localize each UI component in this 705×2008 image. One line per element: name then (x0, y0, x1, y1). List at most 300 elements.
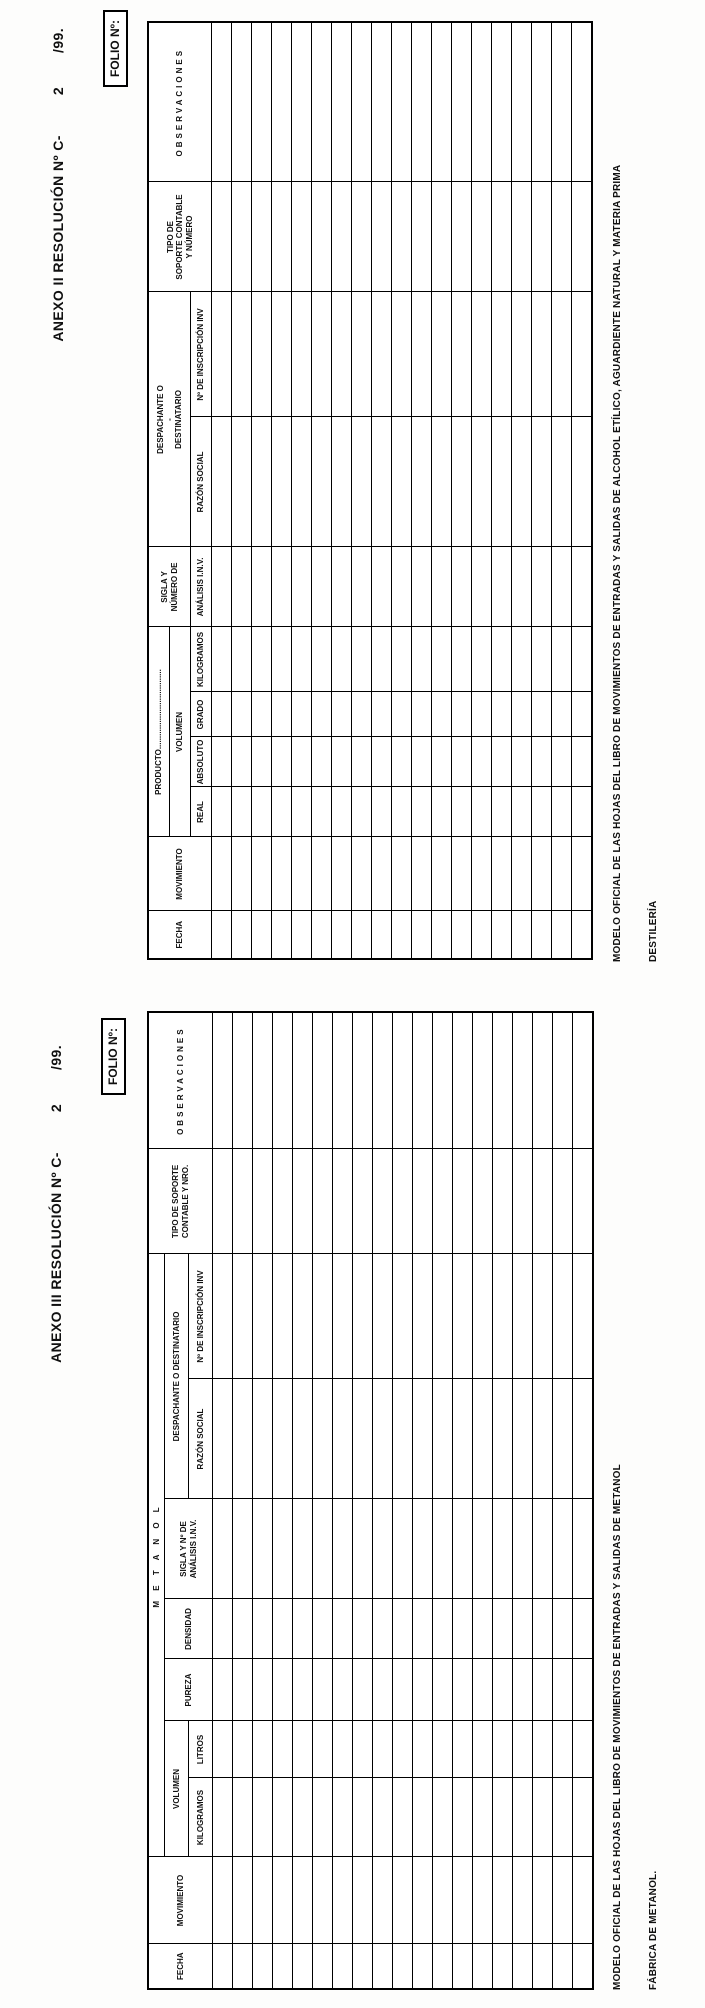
data-cell (353, 1659, 373, 1721)
title-resolution-number: 2 (48, 1103, 64, 1113)
data-cell (352, 737, 372, 787)
data-cell (533, 1379, 553, 1499)
data-cell (452, 627, 472, 692)
data-cell (212, 547, 232, 627)
data-cell (313, 1599, 333, 1659)
data-cell (572, 182, 593, 292)
table-row (253, 1012, 273, 1989)
data-cell (453, 1499, 473, 1599)
data-cell (372, 182, 392, 292)
data-cell (312, 22, 332, 182)
data-cell (472, 692, 492, 737)
data-cell (453, 1857, 473, 1944)
data-cell (513, 1599, 533, 1659)
data-cell (232, 22, 252, 182)
col-header-sigla (148, 547, 191, 627)
table-row (513, 1012, 533, 1989)
data-cell (433, 1659, 453, 1721)
table-row (213, 1012, 233, 1989)
data-cell (432, 787, 452, 837)
data-cell (573, 1721, 594, 1778)
data-cell (432, 22, 452, 182)
data-cell (473, 1254, 493, 1379)
data-cell (372, 417, 392, 547)
data-cell (452, 837, 472, 911)
data-cell (433, 1254, 453, 1379)
col-header-razon-social: RAZÓN SOCIAL (191, 417, 212, 547)
data-cell (552, 547, 572, 627)
data-cell (513, 1944, 533, 1989)
data-cell (312, 837, 332, 911)
data-cell (373, 1599, 393, 1659)
title-prefix: ANEXO II RESOLUCIÓN Nº C- (50, 135, 66, 342)
data-cell (392, 547, 412, 627)
data-cell (473, 1778, 493, 1857)
table-row (313, 1012, 333, 1989)
data-cell (313, 1012, 333, 1149)
data-cell (213, 1599, 233, 1659)
data-cell (573, 1499, 594, 1599)
data-cell (573, 1599, 594, 1659)
group-header-volumen: VOLUMEN (165, 1721, 189, 1857)
title-year: /99. (50, 28, 66, 53)
data-cell (492, 547, 512, 627)
data-cell (293, 1857, 313, 1944)
col-header-analisis: ANÁLISIS I.N.V. (191, 547, 212, 627)
data-cell (572, 837, 593, 911)
data-cell (433, 1149, 453, 1254)
data-cell (393, 1944, 413, 1989)
data-cell (292, 837, 312, 911)
table-row (292, 22, 312, 959)
data-cell (333, 1379, 353, 1499)
data-cell (453, 1012, 473, 1149)
data-cell (572, 627, 593, 692)
data-cell (213, 1857, 233, 1944)
data-cell (392, 417, 412, 547)
data-cell (392, 787, 412, 837)
data-cell (352, 837, 372, 911)
data-cell (212, 911, 232, 959)
data-cell (332, 787, 352, 837)
data-cell (492, 911, 512, 959)
data-cell (453, 1379, 473, 1499)
data-cell (233, 1379, 253, 1499)
data-cell (233, 1721, 253, 1778)
data-cell (332, 627, 352, 692)
data-cell (452, 22, 472, 182)
data-cell (452, 787, 472, 837)
data-cell (412, 837, 432, 911)
data-cell (573, 1944, 594, 1989)
table-row (272, 22, 292, 959)
data-cell (352, 292, 372, 417)
data-cell (312, 737, 332, 787)
table-row (353, 1012, 373, 1989)
data-cell (573, 1254, 594, 1379)
data-cell (452, 692, 472, 737)
data-cell (532, 911, 552, 959)
data-cell (513, 1379, 533, 1499)
data-cell (372, 911, 392, 959)
data-cell (413, 1379, 433, 1499)
data-cell (493, 1012, 513, 1149)
col-header-fecha: FECHA (148, 1944, 213, 1989)
data-cell (472, 182, 492, 292)
data-cell (393, 1721, 413, 1778)
data-cell (432, 292, 452, 417)
data-cell (512, 737, 532, 787)
data-cell (532, 692, 552, 737)
data-cell (452, 182, 472, 292)
data-cell (272, 292, 292, 417)
data-cell (252, 182, 272, 292)
footer-model-text: MODELO OFICIAL DE LAS HOJAS DEL LIBRO DE MOVIMIENTOS DE ENTRADAS Y SALIDAS DE ALCOHOL ETÍLICO, AGUARDIENTE NATURAL Y MATERIA PRIMA (612, 164, 623, 962)
data-cell (472, 837, 492, 911)
data-cell (253, 1254, 273, 1379)
data-cell (213, 1379, 233, 1499)
data-cell (512, 627, 532, 692)
data-cell (372, 22, 392, 182)
data-cell (253, 1857, 273, 1944)
data-cell (532, 787, 552, 837)
table-row (273, 1012, 293, 1989)
col-header-tipo-soporte (148, 182, 212, 292)
data-cell (513, 1254, 533, 1379)
header-row-1 (148, 1012, 165, 1989)
data-cell (453, 1778, 473, 1857)
data-cell (453, 1659, 473, 1721)
table-row (552, 22, 572, 959)
col-header-movimiento: MOVIMIENTO (148, 1857, 213, 1944)
data-cell (493, 1499, 513, 1599)
table-row (293, 1012, 313, 1989)
data-cell (233, 1012, 253, 1149)
data-cell (512, 547, 532, 627)
data-cell (273, 1149, 293, 1254)
page-title (50, 28, 66, 342)
data-cell (452, 292, 472, 417)
data-cell (413, 1012, 433, 1149)
data-cell (253, 1721, 273, 1778)
data-cell (533, 1857, 553, 1944)
data-cell (533, 1254, 553, 1379)
data-cell (232, 837, 252, 911)
data-cell (493, 1379, 513, 1499)
data-cell (253, 1379, 273, 1499)
data-cell (553, 1254, 573, 1379)
data-cell (472, 911, 492, 959)
col-header-litros: LITROS (189, 1721, 213, 1778)
data-cell (432, 737, 452, 787)
data-cell (232, 911, 252, 959)
data-cell (473, 1857, 493, 1944)
data-cell (353, 1012, 373, 1149)
data-cell (373, 1149, 393, 1254)
data-cell (493, 1659, 513, 1721)
data-cell (352, 627, 372, 692)
movements-table-anexo-ii (147, 21, 593, 960)
table-body (212, 22, 593, 959)
group-header-despachante: DESPACHANTE O DESTINATARIO (165, 1254, 189, 1499)
data-cell (293, 1721, 313, 1778)
data-cell (212, 692, 232, 737)
data-cell (533, 1149, 553, 1254)
table-row (232, 22, 252, 959)
data-cell (333, 1721, 353, 1778)
data-cell (293, 1499, 313, 1599)
data-cell (213, 1778, 233, 1857)
data-cell (392, 837, 412, 911)
data-cell (532, 837, 552, 911)
data-cell (413, 1499, 433, 1599)
data-cell (492, 22, 512, 182)
data-cell (333, 1149, 353, 1254)
data-cell (352, 22, 372, 182)
data-cell (252, 22, 272, 182)
data-cell (552, 692, 572, 737)
table-row (573, 1012, 594, 1989)
sigla-line2: ANÁLISIS I.N.V. (188, 1519, 198, 1579)
data-cell (313, 1254, 333, 1379)
data-cell (392, 292, 412, 417)
data-cell (293, 1599, 313, 1659)
data-cell (492, 787, 512, 837)
data-cell (433, 1012, 453, 1149)
data-cell (353, 1778, 373, 1857)
data-cell (312, 627, 332, 692)
data-cell (313, 1944, 333, 1989)
data-cell (293, 1659, 313, 1721)
data-cell (252, 787, 272, 837)
data-cell (372, 627, 392, 692)
table-row (333, 1012, 353, 1989)
data-cell (313, 1857, 333, 1944)
table-row (413, 1012, 433, 1989)
table-row (453, 1012, 473, 1989)
data-cell (352, 417, 372, 547)
data-cell (312, 417, 332, 547)
data-cell (272, 547, 292, 627)
data-cell (392, 182, 412, 292)
data-cell (333, 1254, 353, 1379)
data-cell (432, 911, 452, 959)
data-cell (313, 1149, 333, 1254)
data-cell (212, 22, 232, 182)
data-cell (393, 1012, 413, 1149)
table-row (332, 22, 352, 959)
table-row (512, 22, 532, 959)
data-cell (353, 1857, 373, 1944)
data-cell (413, 1149, 433, 1254)
data-cell (233, 1499, 253, 1599)
data-cell (292, 547, 312, 627)
data-cell (412, 737, 432, 787)
data-cell (252, 737, 272, 787)
data-cell (573, 1012, 594, 1149)
data-cell (292, 22, 312, 182)
data-cell (392, 627, 412, 692)
data-cell (412, 692, 432, 737)
data-cell (373, 1659, 393, 1721)
data-cell (473, 1599, 493, 1659)
data-cell (492, 627, 512, 692)
data-cell (553, 1857, 573, 1944)
data-cell (293, 1379, 313, 1499)
data-cell (333, 1012, 353, 1149)
data-cell (573, 1379, 594, 1499)
data-cell (393, 1499, 413, 1599)
data-cell (493, 1778, 513, 1857)
data-cell (572, 787, 593, 837)
table-row (473, 1012, 493, 1989)
data-cell (253, 1659, 273, 1721)
data-cell (552, 787, 572, 837)
data-cell (513, 1499, 533, 1599)
data-cell (533, 1659, 553, 1721)
tipo-line2: CONTABLE Y NRO. (180, 1164, 190, 1239)
data-cell (472, 417, 492, 547)
data-cell (572, 22, 593, 182)
data-cell (373, 1012, 393, 1149)
col-header-densidad: DENSIDAD (165, 1599, 213, 1659)
data-cell (392, 911, 412, 959)
data-cell (553, 1149, 573, 1254)
data-cell (272, 692, 292, 737)
header-row-1 (148, 22, 170, 959)
data-cell (273, 1944, 293, 1989)
tipo-line2: SOPORTE CONTABLE (175, 194, 185, 280)
data-cell (253, 1599, 273, 1659)
data-cell (353, 1599, 373, 1659)
data-cell (553, 1499, 573, 1599)
data-cell (272, 22, 292, 182)
data-cell (433, 1379, 453, 1499)
data-cell (313, 1721, 333, 1778)
data-cell (552, 417, 572, 547)
data-cell (353, 1944, 373, 1989)
data-cell (213, 1944, 233, 1989)
data-cell (472, 547, 492, 627)
col-header-observaciones: OBSERVACIONES (148, 1012, 213, 1149)
footer-facility-text: DESTILERÍA (648, 900, 659, 962)
col-header-razon-social: RAZÓN SOCIAL (189, 1379, 213, 1499)
data-cell (553, 1599, 573, 1659)
data-cell (473, 1659, 493, 1721)
group-header-volumen: VOLUMEN (170, 627, 191, 837)
title-prefix: ANEXO III RESOLUCIÓN Nº C- (48, 1152, 64, 1363)
group-header-despachante (148, 292, 191, 547)
data-cell (432, 417, 452, 547)
col-header-real: REAL (191, 787, 212, 837)
data-cell (532, 292, 552, 417)
data-cell (553, 1659, 573, 1721)
table-row (572, 22, 593, 959)
data-cell (332, 417, 352, 547)
data-cell (373, 1857, 393, 1944)
data-cell (513, 1857, 533, 1944)
data-cell (393, 1599, 413, 1659)
data-cell (473, 1149, 493, 1254)
data-cell (212, 737, 232, 787)
data-cell (212, 627, 232, 692)
data-cell (412, 22, 432, 182)
data-cell (312, 911, 332, 959)
data-cell (552, 911, 572, 959)
data-cell (572, 692, 593, 737)
data-cell (333, 1659, 353, 1721)
data-cell (392, 692, 412, 737)
table-row (233, 1012, 253, 1989)
data-cell (453, 1721, 473, 1778)
table-row (352, 22, 372, 959)
table-row (493, 1012, 513, 1989)
data-cell (472, 787, 492, 837)
data-cell (533, 1012, 553, 1149)
data-cell (252, 627, 272, 692)
sigla-line2: NÚMERO DE (169, 562, 179, 612)
table-row (312, 22, 332, 959)
col-header-pureza: PUREZA (165, 1659, 213, 1721)
data-cell (413, 1778, 433, 1857)
data-cell (513, 1659, 533, 1721)
data-cell (232, 787, 252, 837)
data-cell (392, 22, 412, 182)
data-cell (372, 737, 392, 787)
data-cell (233, 1778, 253, 1857)
data-cell (413, 1659, 433, 1721)
data-cell (293, 1778, 313, 1857)
data-cell (413, 1857, 433, 1944)
data-cell (532, 22, 552, 182)
table-row (212, 22, 232, 959)
data-cell (273, 1379, 293, 1499)
data-cell (313, 1379, 333, 1499)
data-cell (273, 1721, 293, 1778)
data-cell (353, 1379, 373, 1499)
table-row (373, 1012, 393, 1989)
data-cell (512, 911, 532, 959)
data-cell (453, 1599, 473, 1659)
group-header-metanol: M E T A N O L (148, 1254, 165, 1857)
data-cell (492, 737, 512, 787)
table-row (393, 1012, 413, 1989)
folio-box (101, 1018, 126, 1095)
data-cell (413, 1944, 433, 1989)
data-cell (533, 1721, 553, 1778)
data-cell (473, 1721, 493, 1778)
data-cell (393, 1254, 413, 1379)
table-row (472, 22, 492, 959)
data-cell (553, 1012, 573, 1149)
data-cell (553, 1778, 573, 1857)
data-cell (373, 1254, 393, 1379)
data-cell (512, 22, 532, 182)
data-cell (332, 911, 352, 959)
data-cell (473, 1379, 493, 1499)
data-cell (532, 737, 552, 787)
data-cell (512, 417, 532, 547)
data-cell (412, 182, 432, 292)
col-header-observaciones: OBSERVACIONES (148, 22, 212, 182)
data-cell (513, 1778, 533, 1857)
tipo-line3: Y NÚMERO (184, 215, 194, 259)
data-cell (232, 417, 252, 547)
data-cell (352, 787, 372, 837)
data-cell (493, 1254, 513, 1379)
data-cell (232, 182, 252, 292)
data-cell (212, 417, 232, 547)
